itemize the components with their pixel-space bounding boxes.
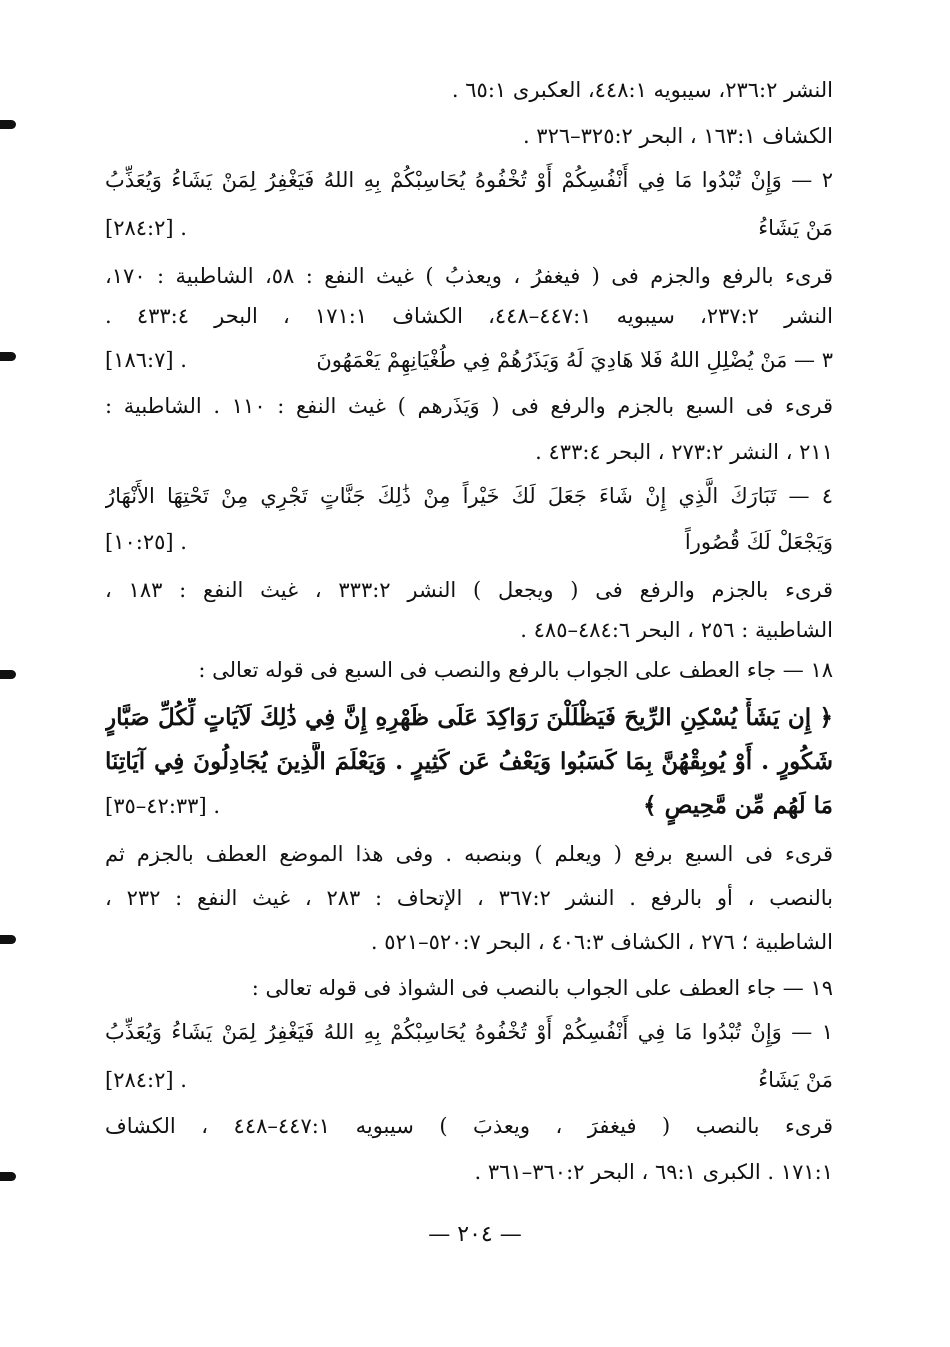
verse-reference: [٢٨٤:٢] . xyxy=(105,1068,187,1092)
text-line: النشر ٢٣٧:٢، سيبويه ٤٤٧:١–٤٤٨، الكشاف ١٧١:١ ، البحر ٤٣٣:٤ . xyxy=(105,304,833,328)
verse-text: وَيَجْعَلْ لَكَ قُصُوراً xyxy=(684,530,833,554)
page-number: — ٢٠٤ — xyxy=(428,1222,522,1247)
text-line: الشاطبية : ٢٥٦ ، البحر ٤٨٤:٦–٤٨٥ . xyxy=(520,618,833,642)
binding-hole-mark xyxy=(0,120,16,129)
verse-text: مَنْ يَشَاءُ xyxy=(758,1068,833,1092)
text-line: قرىء فى السبع بالجزم والرفع فى ( وَيَذَرهم ) غيث النفع : ١١٠ . الشاطبية : xyxy=(105,394,833,418)
binding-hole-mark xyxy=(0,352,16,361)
quran-verse-line-end xyxy=(105,786,833,826)
text-line: بالنصب ، أو بالرفع . النشر ٣٦٧:٢ ، الإتحاف : ٢٨٣ ، غيث النفع : ٢٣٢ ، xyxy=(105,886,833,910)
text-line: قرىء بالرفع والجزم فى ( فيغفرُ ، ويعذبُ ) غيث النفع : ٥٨، الشاطبية : ١٧٠، xyxy=(105,264,833,288)
verse-text: ٣ — مَنْ يُضْلِلِ اللهُ فَلا هَادِيَ لَهُ وَيَذَرُهُمْ فِي طُغْيَانِهِمْ يَعْمَهُونَ xyxy=(316,348,833,372)
text-line: ١٧١:١ . الكبرى ٦٩:١ ، البحر ٣٦٠:٢–٣٦١ . xyxy=(474,1160,833,1184)
text-line: الشاطبية ؛ ٢٧٦ ، الكشاف ٤٠٦:٣ ، البحر ٥٢٠:٧–٥٢١ . xyxy=(370,930,833,954)
verse-reference: [١٨٦:٧] . xyxy=(105,348,187,372)
verse-text: مَنْ يَشَاءُ xyxy=(758,216,833,240)
verse-reference: [١٠:٢٥] . xyxy=(105,530,187,554)
verse-line-end xyxy=(105,1060,833,1100)
text-line: ٢١١ ، النشر ٢٧٣:٢ ، البحر ٤٣٣:٤ . xyxy=(535,440,833,464)
text-line: النشر ٢٣٦:٢، سيبويه ٤٤٨:١، العكبرى ٦٥:١ . xyxy=(451,78,833,102)
section-heading: ١٩ — جاء العطف على الجواب بالنصب فى الشواذ فى قوله تعالى : xyxy=(251,976,833,1000)
text-line: قرىء بالنصب ( فيغفرَ ، ويعذبَ ) سيبويه ٤٤٧:١–٤٤٨ ، الكشاف xyxy=(105,1114,833,1138)
verse-line: ١ — وَإِنْ تُبْدُوا مَا فِي أَنْفُسِكُمْ أَوْ تُخْفُوهُ يُحَاسِبْكُمْ بِهِ اللهُ فَيَغْفِرُ لِمَنْ يَشَاءُ وَيُعَذِّبُ xyxy=(105,1020,833,1044)
quran-verse-line: ﴿ إِن يَشَأْ يُسْكِنِ الرِّيحَ فَيَظْلَلْنَ رَوَاكِدَ عَلَى ظَهْرِهِ إِنَّ فِي ذَٰلِكَ لَآيَاتٍ لِّكُلِّ صَبَّارٍ xyxy=(105,704,833,731)
text-line: قرىء بالجزم والرفع فى ( ويجعل ) النشر ٣٣٣:٢ ، غيث النفع : ١٨٣ ، xyxy=(105,578,833,602)
verse-reference: [٤٢:٣٣–٣٥] . xyxy=(105,794,221,818)
verse-line-end xyxy=(105,522,833,562)
verse-reference: [٢٨٤:٢] . xyxy=(105,216,187,240)
verse-line: ٢ — وَإِنْ تُبْدُوا مَا فِي أَنْفُسِكُمْ أَوْ تُخْفُوهُ يُحَاسِبْكُمْ بِهِ اللهُ فَيَغْفِرُ لِمَنْ يَشَاءُ وَيُعَذِّبُ xyxy=(105,168,833,192)
verse-line: ٤ — تَبَارَكَ الَّذِي إِنْ شَاءَ جَعَلَ لَكَ خَيْراً مِنْ ذَٰلِكَ جَنَّاتٍ تَجْرِي مِنْ تَحْتِهَا الأَنْهَارُ xyxy=(105,484,833,508)
verse-line-end xyxy=(105,208,833,248)
binding-hole-mark xyxy=(0,670,16,679)
binding-hole-mark xyxy=(0,935,16,944)
text-line: الكشاف ١٦٣:١ ، البحر ٣٢٥:٢–٣٢٦ . xyxy=(522,124,833,148)
section-heading: ١٨ — جاء العطف على الجواب بالرفع والنصب فى السبع فى قوله تعالى : xyxy=(198,658,833,682)
binding-hole-mark xyxy=(0,1172,16,1181)
text-line: قرىء فى السبع برفع ( ويعلم ) وبنصبه . وفى هذا الموضع العطف بالجزم ثم xyxy=(105,842,833,866)
verse-text: مَا لَهُم مِّن مَّحِيصٍ ﴾ xyxy=(643,792,833,819)
verse-line-end xyxy=(105,340,833,380)
quran-verse-line: شَكُورٍ . أَوْ يُوبِقْهُنَّ بِمَا كَسَبُوا وَيَعْفُ عَن كَثِيرٍ . وَيَعْلَمَ الَّذِينَ يُجَادِلُونَ فِي آيَاتِنَا xyxy=(105,748,833,775)
